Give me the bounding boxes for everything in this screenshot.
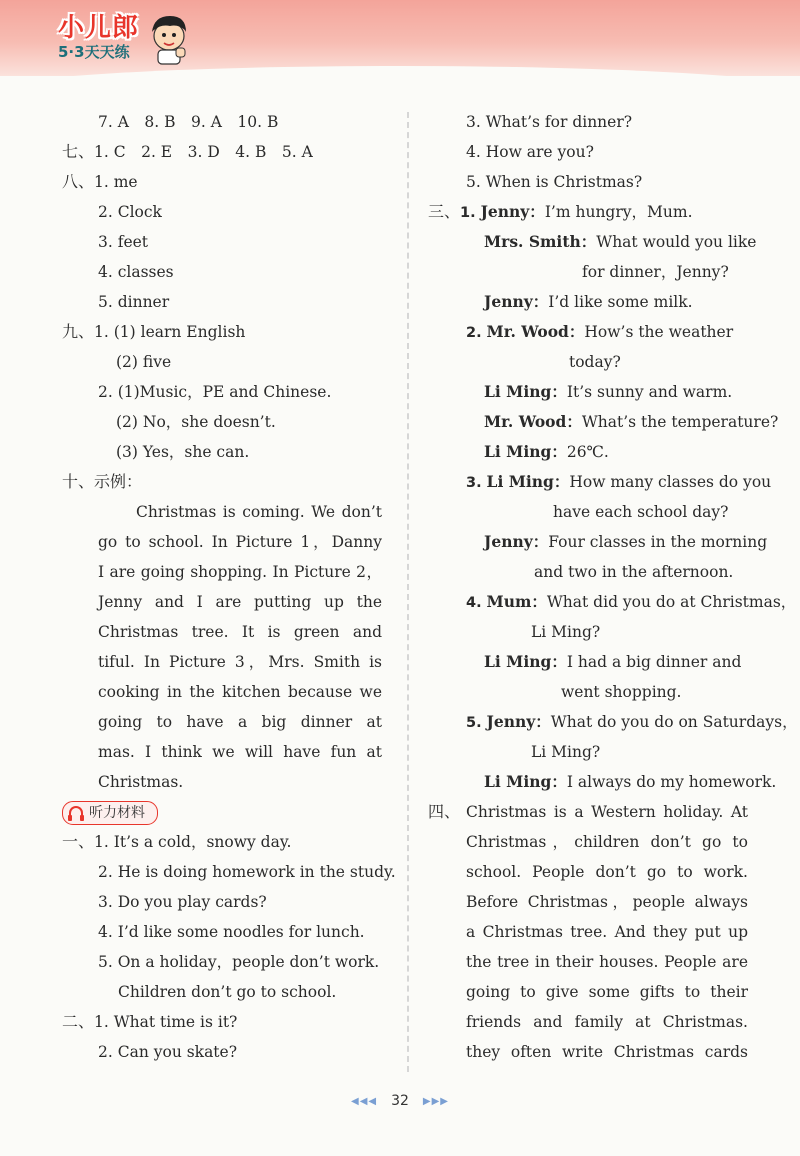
listening-line xyxy=(62,1037,392,1067)
speaker: Jenny： xyxy=(486,712,551,731)
column-divider xyxy=(407,112,409,1072)
speaker: Jenny： xyxy=(480,202,545,221)
dialogue-text: What do you do on Saturdays， xyxy=(550,713,798,731)
dialogue-line xyxy=(428,287,764,317)
answer-text: 1. (1) learn English xyxy=(94,323,246,341)
passage-line: the tree in their houses. People are xyxy=(466,953,748,971)
dialogue-text: What did you do at Christmas， xyxy=(546,593,797,611)
answer-text: 7. A 8. B 9. A 10. B xyxy=(98,113,279,131)
brand-subtitle: 5·3天天练 xyxy=(58,43,130,61)
section-marker: 二、 xyxy=(62,1012,95,1031)
speaker: Li Ming： xyxy=(486,472,570,491)
essay-line: tiful. In Picture 3，Mrs. Smith is xyxy=(98,653,382,671)
example-label: 示例： xyxy=(94,472,143,491)
section-7 xyxy=(62,137,392,167)
headphones-icon xyxy=(69,806,83,818)
listening-section-1 xyxy=(62,827,392,857)
dialogue-line xyxy=(428,407,779,437)
dialogue-text: have each school day? xyxy=(553,503,729,521)
listening-section-2 xyxy=(62,1007,392,1037)
answer-line xyxy=(62,197,392,227)
item-number: 2. xyxy=(466,325,482,341)
answer-text: (2) No，she doesn’t. xyxy=(116,413,276,431)
dialogue-line xyxy=(428,557,764,587)
dialogue-text: Four classes in the morning xyxy=(548,533,768,551)
right-column xyxy=(428,107,798,1067)
section-marker: 一、 xyxy=(62,832,95,851)
speaker: Li Ming： xyxy=(484,652,567,671)
item-number: 4. xyxy=(466,595,482,611)
answer-line xyxy=(62,107,392,137)
listening-text: Children don’t go to school. xyxy=(118,983,337,1001)
passage-line: they often write Christmas cards xyxy=(466,1043,748,1061)
dialogue-text: What’s the temperature? xyxy=(581,413,779,431)
dialogue-text: today? xyxy=(569,353,621,371)
dialogue-3 xyxy=(428,467,772,497)
answer-text: 1. C 2. E 3. D 4. B 5. A xyxy=(94,143,313,161)
listening-line xyxy=(428,137,764,167)
essay-line: go to school. In Picture 1，Danny xyxy=(98,533,382,551)
dialogue-line xyxy=(428,677,764,707)
item-number: 3. xyxy=(466,475,482,491)
speaker: Mum： xyxy=(486,592,547,611)
page-footer xyxy=(0,1093,800,1109)
section-marker: 七、 xyxy=(62,142,95,161)
dialogue-text: How’s the weather xyxy=(584,323,734,341)
answer-text: 4. classes xyxy=(98,263,174,281)
dialogue-text: went shopping. xyxy=(561,683,682,701)
section-4 xyxy=(428,797,764,827)
dialogue-text: for dinner，Jenny? xyxy=(582,263,729,281)
brand-title: 小儿郎 xyxy=(58,13,140,43)
left-column xyxy=(62,107,396,1067)
passage-line: Christmas is a Western holiday. At xyxy=(466,803,748,821)
listening-badge xyxy=(62,801,158,825)
answer-line xyxy=(62,287,392,317)
essay-line: Christmas is coming. We don’t xyxy=(136,503,382,521)
listening-line xyxy=(62,887,392,917)
dialogue-text: I’d like some milk. xyxy=(548,293,693,311)
listening-text: 5. On a holiday，people don’t work. xyxy=(98,953,380,971)
passage-line: friends and family at Christmas. xyxy=(466,1013,748,1031)
listening-title: 听力材料 xyxy=(89,805,145,821)
section-9 xyxy=(62,317,392,347)
dialogue-line xyxy=(428,767,777,797)
dialogue-4 xyxy=(428,587,797,617)
speaker: Jenny： xyxy=(484,532,549,551)
listening-text: 2. He is doing homework in the study. xyxy=(98,863,396,881)
speaker: Jenny： xyxy=(484,292,549,311)
section-8 xyxy=(62,167,392,197)
listening-text: 4. I’d like some noodles for lunch. xyxy=(98,923,365,941)
right-arrows-icon: ▶▶▶ xyxy=(422,1096,449,1107)
dialogue-text: 26℃. xyxy=(566,443,609,461)
dialogue-line xyxy=(428,497,764,527)
dialogue-line xyxy=(428,377,764,407)
dialogue-5 xyxy=(428,707,798,737)
left-arrows-icon: ◀◀◀ xyxy=(351,1096,378,1107)
answer-text: 5. dinner xyxy=(98,293,170,311)
listening-heading xyxy=(62,797,392,827)
answer-line xyxy=(62,227,392,257)
listening-text: 3. What’s for dinner? xyxy=(466,113,633,131)
listening-line xyxy=(62,857,396,887)
listening-line xyxy=(428,167,764,197)
listening-text: 4. How are you? xyxy=(466,143,594,161)
section-marker: 十、 xyxy=(62,472,95,491)
listening-line xyxy=(428,107,764,137)
section-10 xyxy=(62,467,392,497)
item-number: 1. xyxy=(460,205,476,221)
answer-text: (3) Yes，she can. xyxy=(116,443,250,461)
essay-line: I are going shopping. In Picture 2， xyxy=(98,563,382,581)
dialogue-line xyxy=(428,647,764,677)
speaker: Li Ming： xyxy=(484,772,567,791)
dialogue-text: Li Ming? xyxy=(531,623,601,641)
listening-text: 5. When is Christmas? xyxy=(466,173,643,191)
dialogue-1 xyxy=(428,197,764,227)
listening-line xyxy=(62,917,392,947)
dialogue-text: I always do my homework. xyxy=(566,773,777,791)
speaker: Mr. Wood： xyxy=(486,322,585,341)
answer-line xyxy=(62,257,392,287)
dialogue-text: What would you like xyxy=(596,233,757,251)
passage-line: Christmas，children don’t go to xyxy=(466,833,748,851)
dialogue-text: It’s sunny and warm. xyxy=(566,383,733,401)
answer-text: (2) five xyxy=(116,353,172,371)
section-marker: 三、 xyxy=(428,202,461,221)
speaker: Li Ming： xyxy=(484,442,567,461)
section-marker: 八、 xyxy=(62,172,95,191)
answer-line xyxy=(62,347,392,377)
listening-text: 1. What time is it? xyxy=(94,1013,238,1031)
passage-line: going to give some gifts to their xyxy=(466,983,748,1001)
dialogue-text: I had a big dinner and xyxy=(566,653,742,671)
dialogue-line xyxy=(428,437,764,467)
dialogue-text: and two in the afternoon. xyxy=(534,563,734,581)
listening-text: 3. Do you play cards? xyxy=(98,893,267,911)
essay-line: mas. I think we will have fun at xyxy=(98,743,382,761)
dialogue-line xyxy=(428,617,764,647)
section-marker: 九、 xyxy=(62,322,95,341)
dialogue-line xyxy=(428,257,764,287)
listening-text: 2. Can you skate? xyxy=(98,1043,238,1061)
speaker: Mrs. Smith： xyxy=(484,232,597,251)
page-number: 32 xyxy=(391,1093,409,1109)
passage-line: a Christmas tree. And they put up xyxy=(466,923,748,941)
essay-line: going to have a big dinner at xyxy=(98,713,382,731)
listening-text: 1. It’s a cold，snowy day. xyxy=(94,833,292,851)
dialogue-line xyxy=(428,227,764,257)
brand-logo xyxy=(58,14,139,61)
passage-line: school. People don’t go to work. xyxy=(466,863,748,881)
answer-text: 2. (1)Music，PE and Chinese. xyxy=(98,383,332,401)
essay-line: Christmas. xyxy=(98,773,184,791)
answer-text: 2. Clock xyxy=(98,203,162,221)
passage-line: Before Christmas，people always xyxy=(466,893,748,911)
essay-line: Jenny and I are putting up the xyxy=(98,593,382,611)
dialogue-text: How many classes do you xyxy=(569,473,772,491)
answer-text: 3. feet xyxy=(98,233,149,251)
answer-line xyxy=(62,437,392,467)
dialogue-line xyxy=(428,737,764,767)
dialogue-line xyxy=(428,527,768,557)
item-number: 5. xyxy=(466,715,482,731)
answer-line xyxy=(62,377,392,407)
mascot-boy-icon xyxy=(146,12,192,68)
dialogue-line xyxy=(428,347,764,377)
listening-line xyxy=(62,977,392,1007)
essay-line: cooking in the kitchen because we xyxy=(98,683,382,701)
speaker: Li Ming： xyxy=(484,382,567,401)
dialogue-2 xyxy=(428,317,764,347)
speaker: Mr. Wood： xyxy=(484,412,582,431)
listening-line xyxy=(62,947,392,977)
answer-line xyxy=(62,407,392,437)
dialogue-text: Li Ming? xyxy=(531,743,601,761)
dialogue-text: I’m hungry，Mum. xyxy=(544,203,693,221)
essay-line: Christmas tree. It is green and xyxy=(98,623,382,641)
answer-text: 1. me xyxy=(94,173,138,191)
section-marker: 四、 xyxy=(428,802,461,821)
